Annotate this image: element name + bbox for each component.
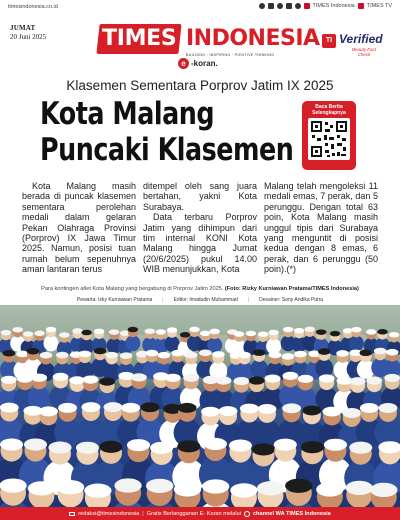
photo-credit: (Foto: Rizky Kurniawan Pratama/TIMES Indonesia) [224, 286, 359, 292]
credit-separator: | [162, 297, 164, 303]
edition-full-date: 20 Juni 2025 [10, 33, 47, 41]
whatsapp-icon [244, 511, 250, 517]
ekoran-mark [178, 58, 218, 69]
logo-times-word: TIMES [102, 26, 177, 51]
article-paragraph-continued: Malang telah mengoleksi 11 medali emas, 7 perak, dan 5 perunggu. Dengan total 63 poin, Kota Malang masih unggul tipis dari Surabaya yang menguntit di posisi kedua dengan 8 emas, 6 perak, dan 6 perunggu (50 poin).(*) [264, 181, 378, 275]
athletes-crowd-illustration [0, 305, 400, 507]
credit-editor: Editor: Imadudin Muhammad [173, 297, 238, 303]
verified-sub-line2: Check [357, 52, 371, 57]
verified-sub-line1: Beauty Fact [352, 47, 377, 52]
site-url[interactable]: timesindonesia.co.id [8, 4, 58, 10]
credit-writer: Pewarta: Izky Kurniawan Pratama [76, 297, 153, 303]
verified-subtitle [352, 47, 376, 57]
headline-line1: Kota Malang [40, 96, 215, 132]
footer-promo: Gratis Berlangganan E- Koran melalui [146, 510, 241, 517]
article-kicker: Klasemen Sementara Porprov Jatim IX 2025 [66, 78, 334, 93]
edition-day: JUMAT [10, 24, 36, 32]
verified-word: Verified [339, 32, 383, 46]
qr-code-icon[interactable] [308, 118, 350, 160]
footer-separator: | [142, 510, 144, 517]
article-paragraph: Data terbaru Porprov Jatim yang dihimpun dari tim internal KONI Kota Malang hingga Jumat (20/6/2025) pukul 14.00 WIB menunjukkan, Kota [143, 212, 257, 275]
x-icon[interactable] [286, 3, 292, 9]
social-handle: TIMES Indonesia [312, 3, 355, 9]
ekoran-e-icon: e [178, 58, 189, 69]
article-photo [0, 305, 400, 507]
top-strip [0, 0, 400, 14]
logo-indonesia-word: INDONESIA [186, 26, 320, 51]
article-headline [40, 96, 293, 168]
threads-icon[interactable] [277, 3, 283, 9]
social-links [259, 3, 392, 9]
tv-icon[interactable] [358, 3, 364, 9]
article-paragraph-continued: ditempel oleh sang juara bertahan, yakni Kota Surabaya. [143, 181, 257, 212]
footer-wa-channel[interactable]: channel WA TIMES Indonesia [252, 510, 331, 517]
logo-tagline: BUILDING · INSPIRING · POSITIVE THINKING [186, 53, 275, 57]
article-paragraph: Kota Malang masih berada di puncak klasemen sementara perolehan medali dalam gelaran Pekan Olahraga Provinsi (Porprov) IX Jawa Timur 2025. Namun, posisi tuan rumah belum sepenuhnya aman lantaran terus [22, 181, 136, 275]
article-column-1 [22, 181, 136, 275]
edition-date [10, 24, 46, 42]
footer-email[interactable]: redaksi@timesindonesia [78, 510, 140, 517]
caption-text: Para kontingen atlet Kota Malang yang bergabung di Porprov Jatim 2025. [41, 286, 225, 292]
facebook-icon[interactable] [268, 3, 274, 9]
qr-read-more[interactable] [302, 101, 356, 170]
headline-line2: Puncaki Klasemen [40, 132, 294, 168]
article-column-3 [264, 181, 378, 275]
tv-handle: TIMES TV [366, 3, 392, 9]
footer-bar [0, 507, 400, 520]
youtube-icon[interactable] [304, 3, 310, 9]
credit-designer: Desainer: Sony Andika Putra [259, 297, 324, 303]
staff-credits [0, 297, 400, 303]
instagram-icon[interactable] [259, 3, 265, 9]
qr-label: Baca Berita Selengkapnya [312, 104, 346, 116]
photo-caption [0, 286, 400, 292]
ti-badge-icon: TI [322, 34, 336, 48]
tiktok-icon[interactable] [295, 3, 301, 9]
article-column-2 [143, 181, 257, 275]
credit-separator: | [247, 297, 250, 303]
verified-badge[interactable] [322, 32, 394, 56]
ekoran-word: -koran. [191, 59, 218, 68]
mail-icon [69, 512, 75, 516]
